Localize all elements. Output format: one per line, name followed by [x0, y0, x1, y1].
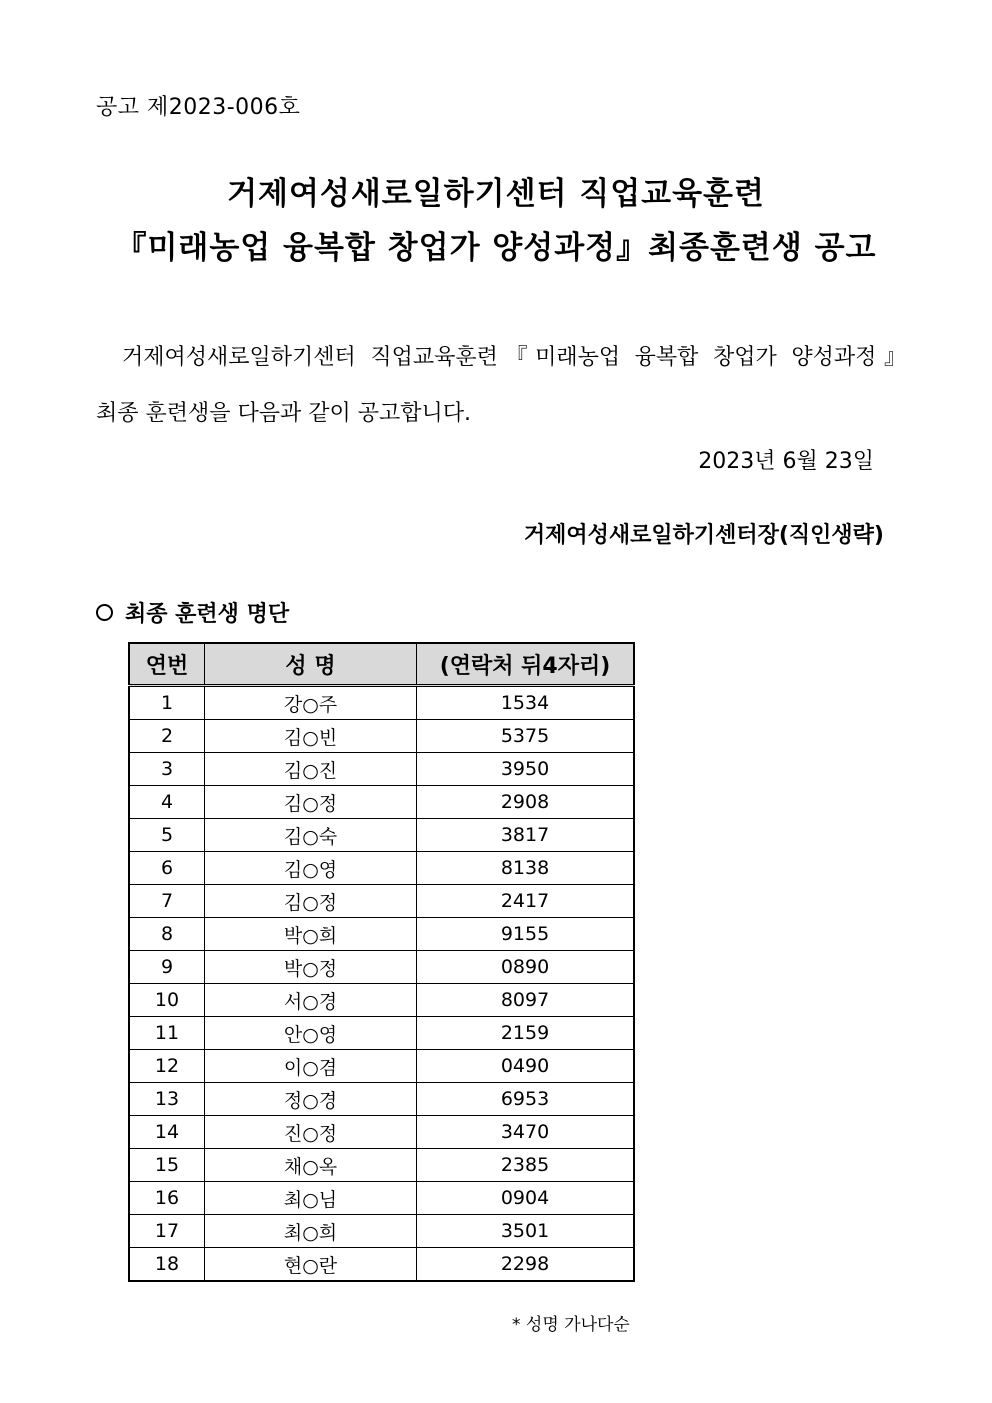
- cell-contact: 0490: [417, 1050, 635, 1083]
- cell-name: 김○빈: [205, 720, 417, 753]
- header-name: 성 명: [205, 643, 417, 686]
- cell-contact: 3470: [417, 1116, 635, 1149]
- issuer-signature: 거제여성새로일하기센터장(직인생략): [523, 523, 884, 548]
- cell-contact: 3950: [417, 753, 635, 786]
- circle-bullet-icon: [96, 604, 113, 621]
- table-row: [129, 1149, 634, 1182]
- cell-name: 김○진: [205, 753, 417, 786]
- cell-contact: 3817: [417, 819, 635, 852]
- cell-number: 14: [129, 1116, 205, 1149]
- table-row: [129, 1215, 634, 1248]
- cell-number: 3: [129, 753, 205, 786]
- table-row: [129, 984, 634, 1017]
- cell-number: 11: [129, 1017, 205, 1050]
- table-row: [129, 885, 634, 918]
- table-row: [129, 1050, 634, 1083]
- table-row: [129, 819, 634, 852]
- cell-contact: 9155: [417, 918, 635, 951]
- table-row: [129, 753, 634, 786]
- cell-number: 2: [129, 720, 205, 753]
- body-line-2: 최종 훈련생을 다음과 같이 공고합니다.: [96, 401, 471, 426]
- cell-number: 1: [129, 686, 205, 720]
- cell-number: 6: [129, 852, 205, 885]
- cell-number: 17: [129, 1215, 205, 1248]
- page-title-line1: 거제여성새로일하기센터 직업교육훈련: [227, 176, 765, 212]
- table-row: [129, 852, 634, 885]
- cell-name: 안○영: [205, 1017, 417, 1050]
- cell-number: 13: [129, 1083, 205, 1116]
- cell-contact: 1534: [417, 686, 635, 720]
- cell-contact: 0890: [417, 951, 635, 984]
- cell-name: 김○정: [205, 786, 417, 819]
- table-row: [129, 686, 634, 720]
- cell-contact: 2385: [417, 1149, 635, 1182]
- cell-contact: 2417: [417, 885, 635, 918]
- notice-number: 공고 제2023-006호: [96, 95, 301, 120]
- table-row: [129, 1083, 634, 1116]
- cell-contact: 3501: [417, 1215, 635, 1248]
- footnote: * 성명 가나다순: [512, 1315, 630, 1335]
- cell-name: 이○겸: [205, 1050, 417, 1083]
- table-row: [129, 1248, 634, 1282]
- cell-contact: 5375: [417, 720, 635, 753]
- cell-contact: 8097: [417, 984, 635, 1017]
- cell-number: 5: [129, 819, 205, 852]
- table-row: [129, 1182, 634, 1215]
- cell-number: 4: [129, 786, 205, 819]
- cell-contact: 2298: [417, 1248, 635, 1282]
- cell-contact: 2908: [417, 786, 635, 819]
- cell-name: 박○정: [205, 951, 417, 984]
- cell-name: 채○옥: [205, 1149, 417, 1182]
- cell-name: 최○희: [205, 1215, 417, 1248]
- cell-name: 박○희: [205, 918, 417, 951]
- trainee-table: [128, 642, 635, 1282]
- table-row: [129, 951, 634, 984]
- table-row: [129, 720, 634, 753]
- cell-number: 9: [129, 951, 205, 984]
- header-contact: (연락처 뒤4자리): [417, 643, 635, 686]
- cell-name: 진○정: [205, 1116, 417, 1149]
- table-row: [129, 1017, 634, 1050]
- header-number: 연번: [129, 643, 205, 686]
- cell-contact: 0904: [417, 1182, 635, 1215]
- cell-number: 16: [129, 1182, 205, 1215]
- table-row: [129, 1116, 634, 1149]
- cell-number: 12: [129, 1050, 205, 1083]
- cell-number: 7: [129, 885, 205, 918]
- cell-name: 김○정: [205, 885, 417, 918]
- announcement-date: 2023년 6월 23일: [698, 449, 874, 474]
- cell-name: 서○경: [205, 984, 417, 1017]
- cell-number: 15: [129, 1149, 205, 1182]
- cell-number: 8: [129, 918, 205, 951]
- section-heading: [96, 597, 289, 628]
- cell-number: 10: [129, 984, 205, 1017]
- cell-name: 현○란: [205, 1248, 417, 1282]
- page-title-line2: 『미래농업 융복합 창업가 양성과정』최종훈련생 공고: [115, 230, 877, 266]
- cell-name: 김○숙: [205, 819, 417, 852]
- table-row: [129, 786, 634, 819]
- cell-name: 강○주: [205, 686, 417, 720]
- section-title: 최종 훈련생 명단: [125, 602, 290, 627]
- table-header-row: [129, 643, 634, 686]
- announcement-body: [96, 330, 906, 442]
- cell-name: 정○경: [205, 1083, 417, 1116]
- table-body: [129, 686, 634, 1282]
- body-line-1: 거제여성새로일하기센터 직업교육훈련『미래농업 융복합 창업가 양성과정』: [122, 345, 906, 370]
- cell-name: 김○영: [205, 852, 417, 885]
- cell-contact: 8138: [417, 852, 635, 885]
- cell-name: 최○님: [205, 1182, 417, 1215]
- cell-contact: 6953: [417, 1083, 635, 1116]
- cell-number: 18: [129, 1248, 205, 1282]
- table-row: [129, 918, 634, 951]
- cell-contact: 2159: [417, 1017, 635, 1050]
